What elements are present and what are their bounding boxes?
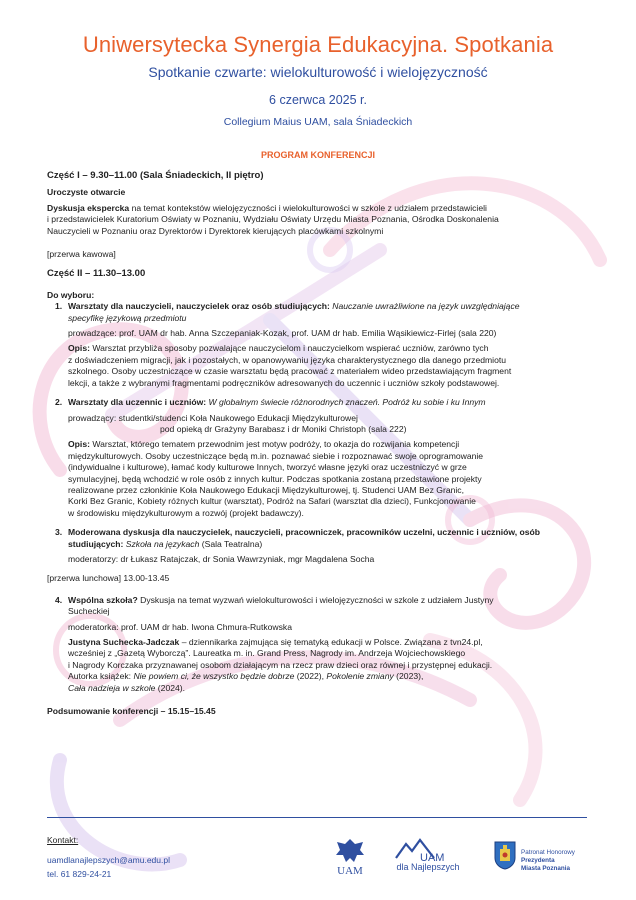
discussion-4-number: 4. — [55, 594, 63, 605]
guest-bio-4: Autorka książek: Nie powiem ci, że wszystko będzie dobrze (2022), Pokolenie zmiany (2023), — [68, 671, 424, 682]
workshop-1-desc-2: z doświadczeniem migracji, jak i pozostałych, w opanowywaniu języka charakterystycznego dla danego przedmiotu — [68, 354, 507, 365]
workshop-1-desc-4: lekcji, a także z wybranymi fragmentami podręczników adresowanych do uczennic i uczniów szkoły podstawowej. — [68, 377, 500, 388]
guest-bio: Justyna Suchecka-Jadczak – dziennikarka zajmująca się tematyką edukacji w Polsce. Związana z tvn24.pl, — [68, 637, 483, 647]
workshop-2-desc: Opis: Warsztat, którego tematem przewodnim jest motyw podróży, to okazja do rozwijania kompetencji — [68, 439, 460, 450]
workshop-2-desc-3: (indywidualne i kulturowe), łamać kody kulturowe Innych, tworzyć własne języki oraz uczestniczyć w grze — [68, 462, 467, 473]
dla-najlepszych-logo-subtitle: dla Najlepszych — [396, 862, 460, 872]
contact-email[interactable]: uamdlanajlepszych@amu.edu.pl — [47, 855, 170, 865]
footer-divider — [47, 817, 587, 818]
opening-label: Uroczyste otwarcie — [47, 187, 126, 198]
workshop-1-title-line2: specyfikę językową przedmiotu — [68, 312, 187, 323]
patron-text — [521, 849, 591, 873]
dla-najlepszych-logo-title: UAM — [420, 852, 445, 864]
guest-bio-3: i Nagrody Korczaka przyznawanej osobom działającym na rzecz praw dzieci oraz równej i przystępnej edukacji. — [68, 659, 493, 670]
workshop-2-desc-6: Korki Bez Granic, Kobiety różnych kultur (warsztat), Podróż na Safari (warsztat dla dzieci), Funkcjonowanie — [68, 496, 476, 507]
workshop-1-desc-3: szkolnego. Osoby uczestniczące w czasie warsztatu będą pracować z materiałem wideo przedstawiającym fragment — [68, 366, 512, 377]
expert-debate-line2: i przedstawicielek Kuratorium Oświaty w Poznaniu, Wydziału Oświaty Urzędu Miasta Poznania, Ośrodka Doskonalenia — [47, 214, 499, 225]
footer-contact — [47, 833, 170, 881]
workshop-3-moderators: moderatorzy: dr Łukasz Ratajczak, dr Sonia Wawrzyniak, mgr Magdalena Socha — [68, 553, 375, 564]
guest-bio-2: wcześniej z „Gazetą Wyborczą”. Laureatka m. in. Grand Press, Nagrody im. Andrzeja Wojciechowskiego — [68, 648, 466, 659]
uam-eagle-logo — [333, 836, 367, 876]
workshop-2-desc-5: realizowane przez członkinie Koła Naukowego Edukacji Międzykulturowej, tj. Studenci UAM Bez Granic, — [68, 484, 464, 495]
coffee-break: [przerwa kawowa] — [47, 249, 116, 260]
event-venue: Collegium Maius UAM, sala Śniadeckich — [223, 116, 413, 128]
part1-heading: Część I – 9.30–11.00 (Sala Śniadeckich, II piętro) — [47, 170, 264, 181]
patron-line-2: Prezydenta — [521, 857, 555, 864]
guest-bio-5: Cała nadzieja w szkole (2024). — [68, 682, 186, 693]
patron-line-3: Miasta Poznania — [521, 865, 570, 872]
workshop-1-leaders: prowadzące: prof. UAM dr hab. Anna Szczepaniak-Kozak, prof. UAM dr hab. Emilia Wąsikiewicz-Firlej (sala 220) — [68, 328, 497, 339]
workshop-2-desc-7: w środowisku międzykulturowym a rozwój (projekt badawczy). — [68, 507, 304, 518]
workshop-1-desc: Opis: Warsztat przybliża sposoby pozwalające nauczycielom i nauczycielkom wspierać uczniów, zarówno tych — [68, 343, 489, 354]
lunch-break: [przerwa lunchowa] 13.00-13.45 — [47, 573, 170, 584]
expert-debate-line3: Nauczycieli w Poznaniu oraz Dyrektorów i Dyrektorek kierujących placówkami szkolnymi — [47, 225, 384, 236]
page-subtitle: Spotkanie czwarte: wielokulturowość i wielojęzyczność — [148, 64, 488, 80]
workshop-2-title: Warsztaty dla uczennic i uczniów: W globalnym świecie różnorodnych znaczeń. Podróż ku sobie i ku Innym — [68, 397, 486, 408]
patron-line-1: Patronat Honorowy — [521, 849, 575, 856]
discussion-4-moderator: moderatorka: prof. UAM dr hab. Iwona Chmura-Rutkowska — [68, 621, 293, 632]
workshop-2-leaders: prowadzący: studentki/studenci Koła Naukowego Edukacji Międzykulturowej — [68, 412, 358, 423]
program-heading: PROGRAM KONFERENCJI — [260, 150, 375, 160]
workshop-1-number: 1. — [55, 301, 63, 312]
workshop-1 — [47, 301, 587, 389]
discussion-4-title-line2: Sucheckiej — [68, 606, 110, 617]
discussion-4-title: Wspólna szkoła? Dyskusja na temat wyzwań wielokulturowości i wielojęzyczności w szkole z udziałem Justyny — [68, 594, 494, 605]
poznan-coat-of-arms-icon — [494, 840, 516, 870]
contact-label: Kontakt: — [47, 835, 79, 845]
workshop-2-desc-4: symulacyjnej, będą wchodzić w role osób z innych kultur. Podczas spotkania zostaną przedstawione projekty — [68, 473, 482, 484]
workshop-3 — [47, 527, 587, 565]
workshop-2-leaders-2: pod opieką dr Grażyny Barabasz i dr Moniki Christoph (sala 222) — [160, 423, 407, 434]
choose-label: Do wyboru: — [47, 289, 95, 300]
workshop-2-desc-2: międzykulturowych. Osoby uczestniczące będą m.in. poznawać siebie i rozpoznawać swoje oprogramowanie — [68, 450, 484, 461]
uam-logo-text: UAM — [337, 865, 363, 876]
workshop-2 — [47, 397, 587, 519]
workshop-3-title: Moderowana dyskusja dla nauczycielek, nauczycieli, pracowniczek, pracowników uczelni, uczennic i uczniów, osób — [68, 527, 540, 538]
part2-heading: Część II – 11.30–13.00 — [47, 268, 146, 280]
page-title: Uniwersytecka Synergia Edukacyjna. Spotkania — [82, 32, 554, 57]
workshop-2-number: 2. — [55, 397, 63, 408]
discussion-4 — [47, 595, 587, 694]
contact-phone: tel. 61 829-24-21 — [47, 869, 112, 879]
program-body — [47, 170, 587, 717]
workshop-1-title: Warsztaty dla nauczycieli, nauczycielek oraz osób studiujących: Nauczanie uwrażliwione na język uwzględniające — [68, 301, 520, 312]
summary: Podsumowanie konferencji – 15.15–15.45 — [47, 706, 216, 717]
workshop-3-title-line2: studiujących: Szkoła na językach (Sala Teatralna) — [68, 538, 263, 549]
event-date: 6 czerwca 2025 r. — [269, 93, 367, 107]
expert-debate: Dyskusja ekspercka na temat kontekstów wielojęzyczności i wielokulturowości w szkole z udziałem przedstawicieli — [47, 202, 487, 213]
workshop-3-number: 3. — [55, 527, 63, 538]
